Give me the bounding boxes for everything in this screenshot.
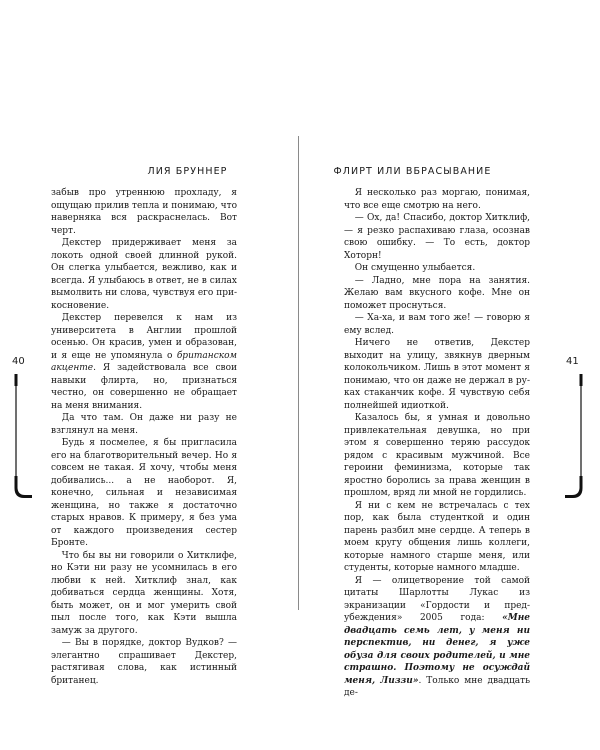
paragraph-text: . Только мне двадцать де- bbox=[344, 675, 530, 698]
right-running-head: ФЛИРТ ИЛИ ВБРАСЫВАНИЕ bbox=[333, 166, 492, 177]
paragraph-text: — Ох, да! Спасибо, доктор Хитклиф, — я резко распахиваю глаза, осознав свою ошибку. — То есть, доктор Хоторн! bbox=[344, 213, 530, 261]
paragraph-text: Что бы вы ни говорили о Хитклифе, но Кэти ни разу не усомнилась в его любви к ней. Хитклиф знал, как добиваться сердца женщины. Хотя, быть может, он и мог умерить свой пыл после того, как Кэти вышла замуж за другого. bbox=[51, 550, 237, 636]
body-paragraph bbox=[344, 412, 530, 500]
hockey-stick-icon bbox=[563, 372, 589, 500]
body-paragraph bbox=[344, 275, 530, 313]
paragraph-text: — Ха-ха, и вам того же! — говорю я ему вслед. bbox=[344, 313, 530, 336]
body-paragraph bbox=[51, 637, 237, 687]
body-paragraph bbox=[344, 262, 530, 275]
paragraph-text: забыв про утреннюю прохладу, я ощущаю прилив тепла и понимаю, что наверняка вся раскраснелась. Вот черт. bbox=[51, 188, 237, 236]
paragraph-text: Декстер придерживает меня за локоть одной своей длинной рукой. Он слегка улыбается, вежливо, как и всегда. Я улыбаюсь в ответ, не в силах вымолвить ни слова, чувствуя его прикосновение. bbox=[51, 238, 237, 311]
emphasized-text: британском акценте bbox=[51, 350, 237, 373]
paragraph-text: — Вы в порядке, доктор Вудков? — элегантно спрашивает Декстер, растягивая слова, как истинный британец. bbox=[51, 638, 237, 686]
right-page-body bbox=[344, 187, 530, 700]
body-paragraph bbox=[344, 575, 530, 700]
hockey-stick-icon bbox=[8, 372, 34, 500]
body-paragraph bbox=[344, 500, 530, 575]
left-running-head: ЛИЯ БРУННЕР bbox=[147, 166, 228, 177]
paragraph-text: Будь я посмелее, я бы пригласила его на благотворительный вечер. Но я совсем не такая. Я хочу, чтобы меня добивались... а не наоборот. Я, конечно, сильная и независимая женщина, но также я достаточно старых нравов. К примеру, я без ума от каждого произведения сестер Бронте. bbox=[51, 438, 237, 548]
left-page-body bbox=[51, 187, 237, 687]
right-page-number: 41 bbox=[566, 356, 579, 367]
paragraph-text: Декстер перевелся к нам из университета в Англии прошлой осенью. Он красив, умен и образован, и я еще не упомянула о bbox=[51, 313, 237, 361]
paragraph-text: Казалось бы, я умная и довольно привлекательная девушка, но при этом я совершенно теряю рассудок рядом с красивым мужчиной. Все героини феминизма, которые так яростно боролись за права женщин в прошлом, вряд ли мной не гордились. bbox=[344, 413, 530, 498]
body-paragraph bbox=[51, 437, 237, 550]
paragraph-text: Он смущенно улыбается. bbox=[354, 263, 476, 273]
left-page-number: 40 bbox=[12, 356, 25, 367]
paragraph-text: Ничего не ответив, Декстер выходит на улицу, звякнув дверным колокольчиком. Лишь в этот момент я понимаю, что он даже не держал в руках стаканчик кофе. Я чувствую себя полнейшей идиоткой. bbox=[344, 338, 530, 411]
body-paragraph bbox=[51, 412, 237, 437]
body-paragraph bbox=[344, 312, 530, 337]
body-paragraph bbox=[344, 212, 530, 262]
body-paragraph bbox=[51, 550, 237, 638]
paragraph-text: . Я задействовала все свои навыки флирта, но, признаться честно, он совершенно не обращает на меня внимания. bbox=[51, 363, 237, 411]
paragraph-text: Я несколько раз моргаю, понимая, что все еще смотрю на него. bbox=[344, 188, 530, 211]
paragraph-text: Я — олицетворение той самой цитаты Шарлотты Лукас из экранизации «Гордости и предубеждения» 2005 года: bbox=[344, 575, 530, 623]
paragraph-text: — Ладно, мне пора на занятия. Желаю вам вкусного кофе. Мне он поможет проснуться. bbox=[344, 275, 530, 311]
paragraph-text: Да что там. Он даже ни разу не взглянул на меня. bbox=[51, 413, 237, 436]
book-spine bbox=[298, 136, 299, 610]
body-paragraph bbox=[51, 312, 237, 412]
body-paragraph bbox=[344, 337, 530, 412]
paragraph-text: Я ни с кем не встречалась с тех пор, как была студенткой и один парень разбил мне сердце. А теперь в моем кругу общения лишь коллеги, которые намного старше меня, или студенты, которые намного младше. bbox=[344, 500, 530, 573]
body-paragraph bbox=[51, 237, 237, 312]
emphasized-text: «Мне двадцать семь лет, у меня ни перспектив, ни денег, я уже обуза для своих родителей, и мне страшно. Поэтому не осуждай меня, Лиззи» bbox=[344, 613, 530, 686]
body-paragraph bbox=[51, 187, 237, 237]
body-paragraph bbox=[344, 187, 530, 212]
